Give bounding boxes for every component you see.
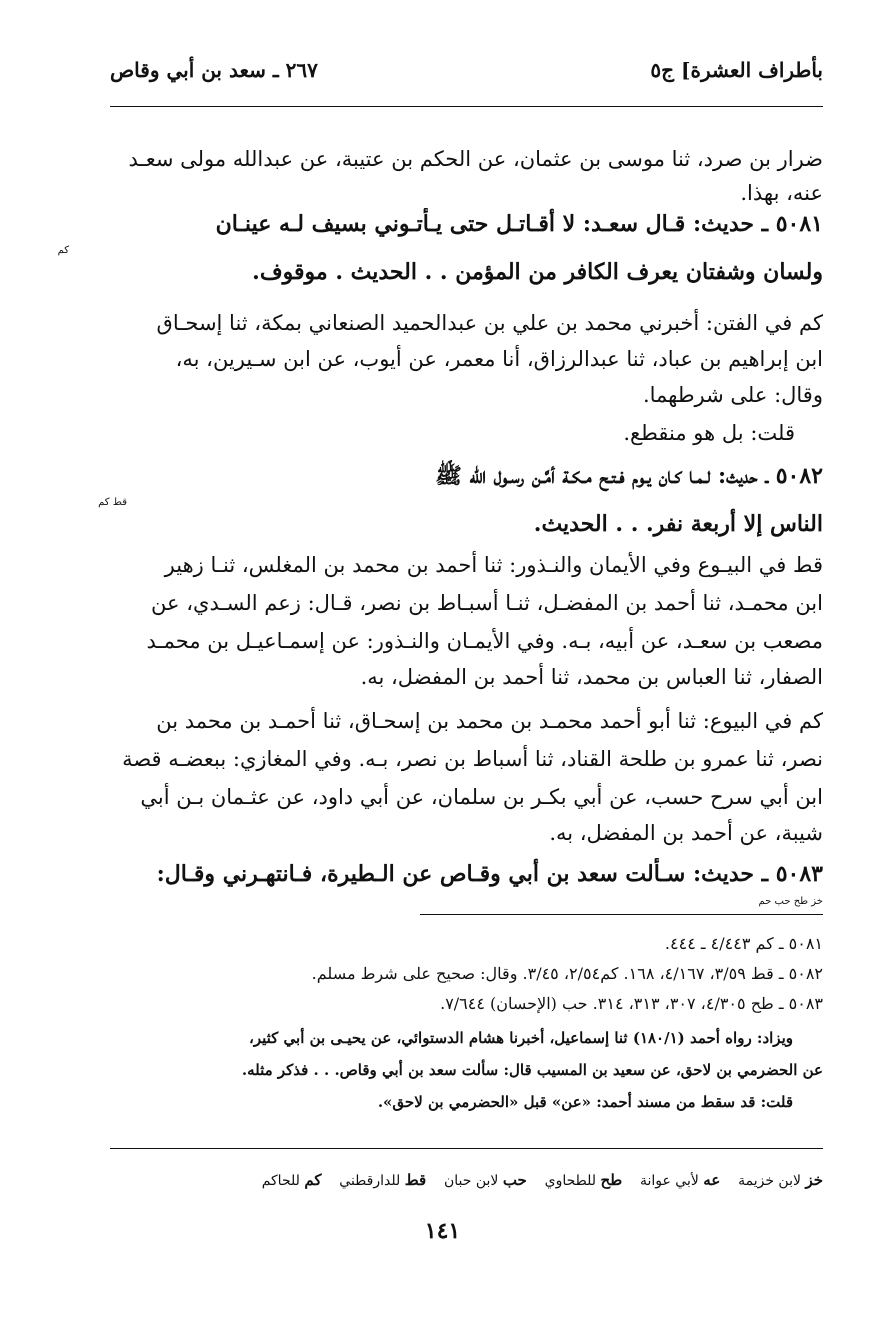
abbreviation-item: خز لابن خزيمة <box>738 1171 823 1189</box>
hadith-5081-source-line: وقال: على شرطهما. <box>642 383 823 407</box>
hadith-5082-source-line: ابن أبي سرح حسب، عن أبي بكـر بن سلمان، عن أبي داود، عن عثـمان بـن أبي <box>140 785 823 809</box>
hadith-5083-sigla: خز طح حب حم <box>758 896 823 907</box>
hadith-5082-text: الناس إلا أربعة نفر. . . الحديث. <box>533 511 823 537</box>
header-section-title: ٢٦٧ ـ سعد بن أبي وقاص <box>110 58 318 82</box>
header-book-part: بأطراف العشرة] ج٥ <box>650 58 823 82</box>
footnote-line: قلت: قد سقط من مسند أحمد: «عن» قبل «الحضرمي بن لاحق». <box>377 1093 793 1111</box>
abbreviation-key <box>110 1168 823 1193</box>
hadith-5081-sigla: كم <box>57 245 69 256</box>
abbreviation-item: طح للطحاوي <box>544 1171 623 1189</box>
hadith-5081-text: ولسان وشفتان يعرف الكافر من المؤمن . . الحديث . موقوف. <box>252 259 823 285</box>
hadith-5082-source-line: نصر، ثنا عمرو بن طلحة القناد، ثنا أسباط بن نصر، بـه. وفي المغازي: ببعضـه قصة <box>122 747 823 771</box>
hadith-5082-sigla: قط كم <box>98 497 127 508</box>
hadith-5082-source-line: شيبة، عن أحمد بن المفضل، به. <box>549 821 823 845</box>
hadith-5081-source-line: كم في الفتن: أخبرني محمد بن علي بن عبدالحميد الصنعاني بمكة، ثنا إسحـاق <box>156 311 823 335</box>
footnote-line: ويزاد: رواه أحمد (١٨٠/١) ثنا إسماعيل، أخبرنا هشام الدستوائي، عن يحيـى بن أبي كثير، <box>249 1029 793 1047</box>
running-header <box>110 58 823 92</box>
footnote-line: ٥٠٨٣ ـ طح ٤/٣٠٥، ٣٠٧، ٣١٣، ٣١٤. حب (الإحسان) ٧/٦٤٤. <box>440 994 823 1013</box>
hadith-5083-heading: ٥٠٨٣ ـ حديث: سـألت سعد بن أبي وقـاص عن الـطيرة، فـانتهـرني وقـال: <box>156 861 823 887</box>
body-line: عنه، بهذا. <box>740 181 823 205</box>
hadith-5082-source-line: كم في البيوع: ثنا أبو أحمد محمـد بن محمد بن إسحـاق، ثنا أحمـد بن محمد بن <box>156 709 823 733</box>
footnote-separator <box>420 914 823 915</box>
header-rule <box>110 106 823 107</box>
hadith-5082-heading: ٥٠٨٢ ـ حديث: لـمـا كـان يـوم فـتـح مـكـة أمَّـن رسـول الله ﷺ <box>435 463 823 489</box>
body-line: ضرار بن صرد، ثنا موسى بن عثمان، عن الحكم بن عتيبة، عن عبدالله مولى سعـد <box>128 147 823 171</box>
abbreviation-item: قط للدارقطني <box>339 1171 427 1189</box>
hadith-5081-source-line: ابن إبراهيم بن عباد، ثنا عبدالرزاق، أنا معمر، عن أيوب، عن ابن سـيرين، به، <box>175 347 823 371</box>
hadith-5082-source-line: ابن محمـد، ثنا أحمد بن المفضـل، ثنـا أسبـاط بن نصر، قـال: زعم السـدي، عن <box>151 591 823 615</box>
hadith-5082-source-line: مصعب بن سعـد، عن أبيه، بـه. وفي الأيمـان والنـذور: عن إسمـاعيـل بن محمـد <box>146 629 823 653</box>
footnote-line: عن الحضرمي بن لاحق، عن سعيد بن المسيب قال: سألت سعد بن أبي وقاص. . . فذكر مثله. <box>241 1061 823 1079</box>
hadith-5081-heading: ٥٠٨١ ـ حديث: قـال سعـد: لا أقـاتـل حتى يـأتـوني بسيف لـه عينـان <box>215 211 823 237</box>
hadith-5082-source-line: الصفار، ثنا العباس بن محمد، ثنا أحمد بن المفضل، به. <box>360 665 823 689</box>
abbreviations-rule <box>110 1148 823 1149</box>
hadith-5081-comment: قلت: بل هو منقطع. <box>623 421 795 445</box>
footnote-line: ٥٠٨٢ ـ قط ٣/٥٩، ٤/١٦٧، ١٦٨. كم٢/٥٤، ٣/٤٥. وقال: صحيح على شرط مسلم. <box>311 964 823 983</box>
footnote-line: ٥٠٨١ ـ كم ٤/٤٤٣ ـ ٤٤٤. <box>664 934 823 953</box>
abbreviation-item: حب لابن حبان <box>443 1171 527 1189</box>
abbreviation-item: عه لأبي عوانة <box>639 1171 721 1189</box>
hadith-5082-source-line: قط في البيـوع وفي الأيمان والنـذور: ثنا أحمد بن محمد بن المغلس، ثنـا زهير <box>164 553 823 577</box>
page-number: ١٤١ <box>424 1218 461 1244</box>
abbreviation-item: كم للحاكم <box>261 1171 322 1189</box>
